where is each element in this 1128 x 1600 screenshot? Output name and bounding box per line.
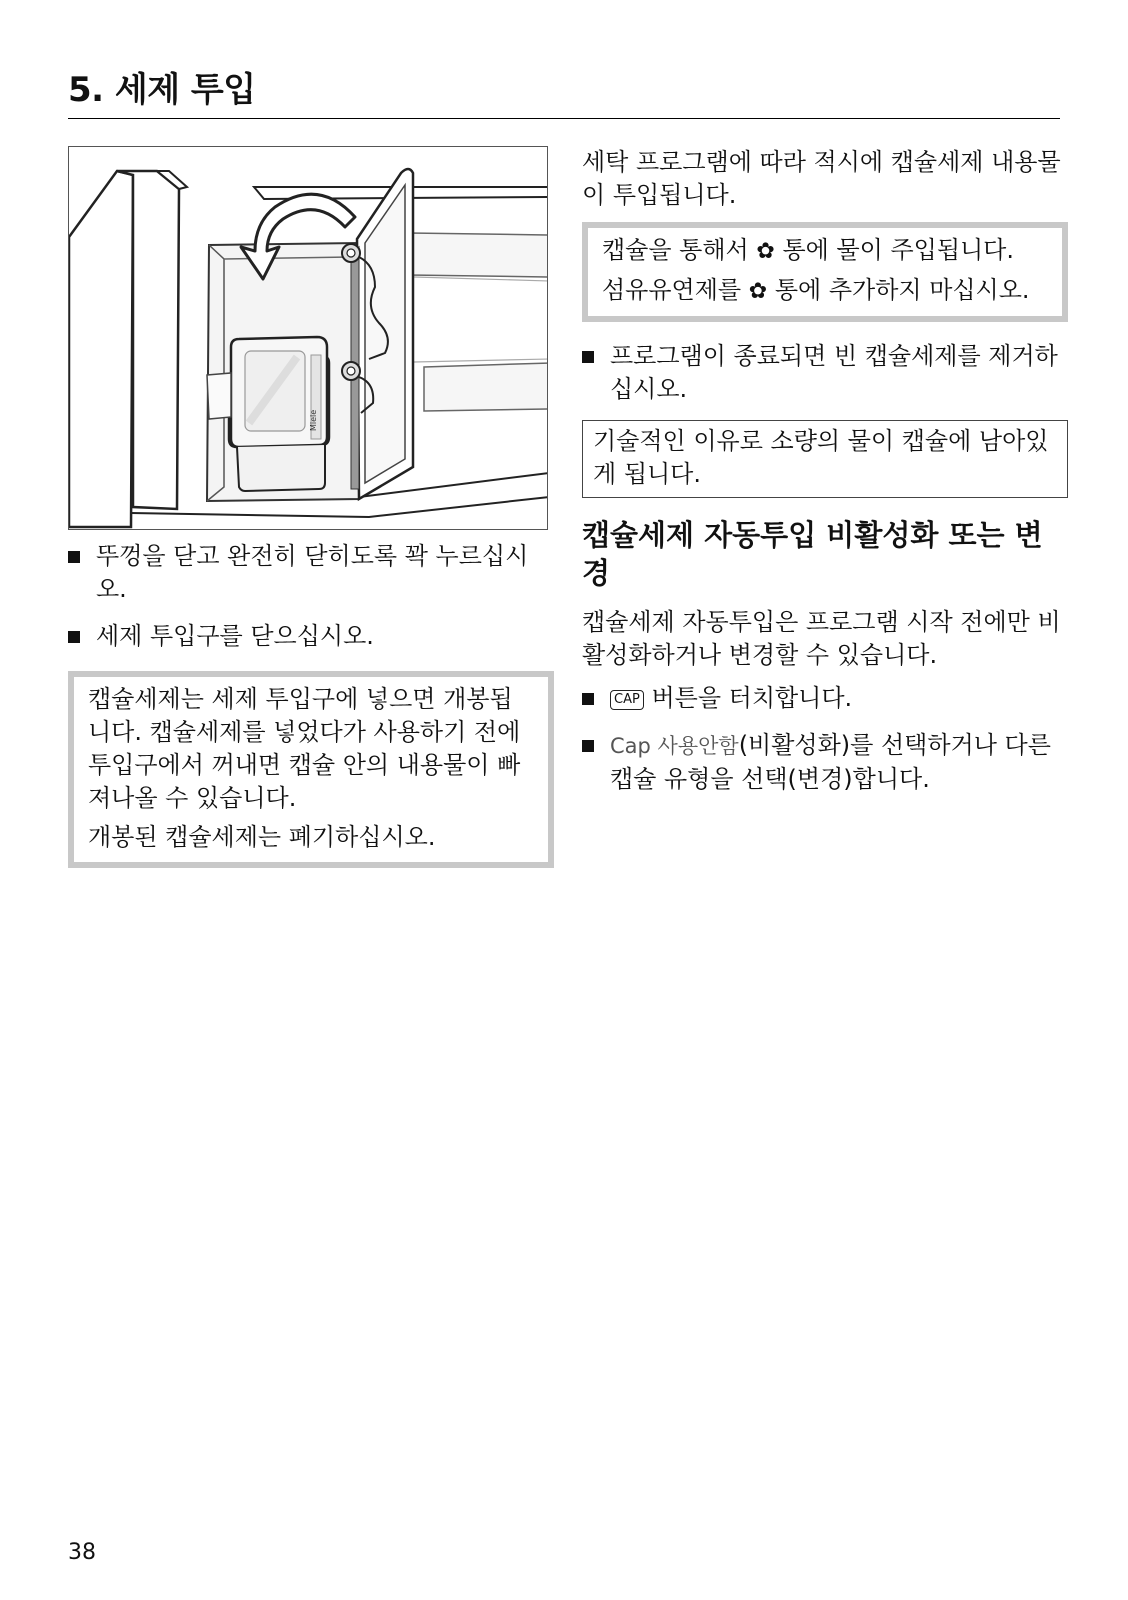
instruction-text: 뚜껑을 닫고 완전히 닫히도록 꽉 누르십시오. [96, 542, 529, 603]
bullet-square-icon [68, 551, 80, 563]
instruction-text: 세제 투입구를 닫으십시오. [96, 622, 374, 650]
note-text: 캡슐세제는 세제 투입구에 넣으면 개봉됩니다. 캡슐세제를 넣었다가 사용하기 전에 투입구에서 꺼내면 캡슐 안의 내용물이 빠져나올 수 있습니다. [88, 685, 521, 812]
instruction-touch-cap [582, 682, 1068, 715]
cap-button-icon: CAP [610, 690, 644, 710]
title-divider [68, 118, 1060, 119]
residual-water-note: 기술적인 이유로 소량의 물이 캡슐에 남아있게 됩니다. [582, 420, 1068, 498]
softener-compartment-icon: ✿ [748, 279, 768, 304]
bullet-square-icon [582, 740, 594, 752]
page-number: 38 [68, 1540, 96, 1565]
instruction-select-option [582, 729, 1068, 796]
note-text: 개봉된 캡슐세제는 폐기하십시오. [88, 823, 436, 851]
page-title: 5. 세제 투입 [68, 70, 256, 110]
instruction-remove-capsule [582, 340, 1068, 406]
note-line: 섬유유연제를 ✿ 통에 추가하지 마십시오. [602, 276, 1030, 304]
intro-paragraph: 세탁 프로그램에 따라 적시에 캡슐세제 내용물이 투입됩니다. [582, 148, 1061, 209]
brand-label: Miele [309, 409, 318, 431]
bullet-square-icon [582, 693, 594, 705]
instruction-close-drawer [68, 620, 554, 653]
section-heading: 캡슐세제 자동투입 비활성화 또는 변경 [582, 518, 1043, 590]
softener-note [582, 222, 1068, 322]
bullet-square-icon [582, 351, 594, 363]
instruction-text: (비활성화)를 선택하거나 다른 캡슐 유형을 선택(변경)합니다. [610, 731, 1051, 793]
instruction-text: 프로그램이 종료되면 빈 캡슐세제를 제거하십시오. [610, 342, 1058, 403]
section-paragraph: 캡슐세제 자동투입은 프로그램 시작 전에만 비활성화하거나 변경할 수 있습니다. [582, 608, 1061, 669]
instruction-close-lid [68, 540, 554, 606]
dispenser-illustration [68, 146, 548, 530]
right-column [582, 146, 1068, 810]
capsule-warning-note [68, 671, 554, 868]
instruction-text: 버튼을 터치합니다. [651, 684, 853, 712]
display-option-text: Cap 사용안함 [610, 734, 739, 758]
softener-compartment-icon: ✿ [756, 239, 775, 264]
note-line: 캡슐을 통해서 ✿ 통에 물이 주입됩니다. [602, 236, 1014, 264]
left-column [68, 540, 554, 868]
bullet-square-icon [68, 631, 80, 643]
